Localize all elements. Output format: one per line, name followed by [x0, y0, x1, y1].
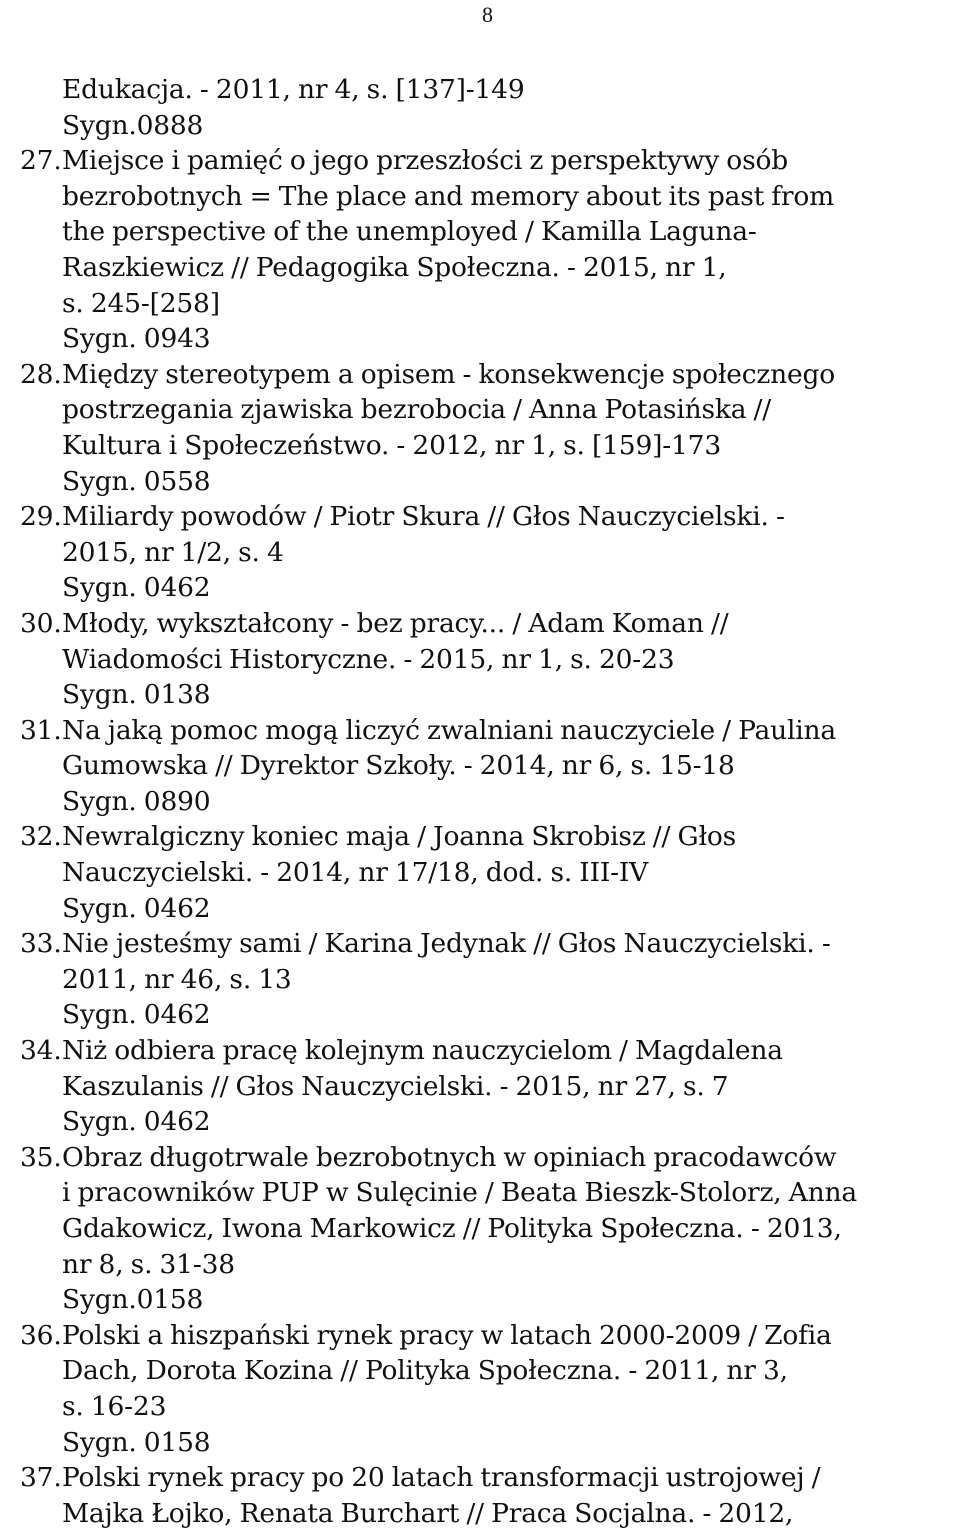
entry-line	[20, 428, 955, 464]
bibliography-entry	[20, 1318, 955, 1460]
entry-text: Sygn.0158	[62, 1284, 204, 1316]
entry-number: 33.	[20, 928, 62, 960]
entry-text: Sygn. 0462	[62, 999, 211, 1031]
entry-line	[20, 72, 955, 108]
entry-number: 34.	[20, 1035, 62, 1067]
page-number: 8	[482, 2, 493, 27]
bibliography-list	[20, 72, 955, 1531]
entry-line	[20, 962, 955, 998]
entry-text: Sygn. 0943	[62, 323, 211, 355]
entry-line	[20, 1496, 955, 1531]
entry-line	[20, 499, 955, 535]
entry-number: 31.	[20, 714, 62, 746]
entry-text: Sygn. 0462	[62, 572, 211, 604]
bibliography-entry	[20, 606, 955, 713]
entry-text: Polski a hiszpański rynek pracy w latach 2000-2009 / Zofia	[62, 1319, 832, 1351]
entry-line	[20, 392, 955, 428]
entry-text: Polski rynek pracy po 20 latach transformacji ustrojowej /	[62, 1462, 821, 1494]
entry-text: Sygn. 0462	[62, 892, 211, 924]
entry-line	[20, 321, 955, 357]
bibliography-entry	[20, 499, 955, 606]
entry-text: Wiadomości Historyczne. - 2015, nr 1, s. 20-23	[62, 643, 675, 675]
entry-text: Gumowska // Dyrektor Szkoły. - 2014, nr 6, s. 15-18	[62, 750, 735, 782]
bibliography-entry	[20, 357, 955, 499]
entry-line	[20, 997, 955, 1033]
entry-line	[20, 926, 955, 962]
entry-line	[20, 1353, 955, 1389]
entry-text: Sygn. 0890	[62, 785, 211, 817]
entry-text: Gdakowicz, Iwona Markowicz // Polityka Społeczna. - 2013,	[62, 1213, 842, 1244]
entry-text: Na jaką pomoc mogą liczyć zwalniani nauczyciele / Paulina	[62, 714, 837, 746]
entry-line	[20, 1211, 955, 1247]
entry-text: bezrobotnych = The place and memory about its past from	[62, 180, 835, 212]
entry-line	[20, 1247, 955, 1283]
entry-text: Sygn. 0138	[62, 679, 211, 711]
entry-text: Dach, Dorota Kozina // Polityka Społeczna. - 2011, nr 3,	[62, 1355, 788, 1387]
entry-line	[20, 1140, 955, 1176]
entry-line	[20, 464, 955, 500]
entry-line	[20, 214, 955, 250]
entry-text: the perspective of the unemployed / Kamilla Laguna-	[62, 216, 757, 248]
entry-line	[20, 570, 955, 606]
bibliography-entry	[20, 713, 955, 820]
entry-text: Majka Łojko, Renata Burchart // Praca Socjalna. - 2012,	[62, 1497, 794, 1529]
bibliography-entry	[20, 143, 955, 357]
entry-text: Między stereotypem a opisem - konsekwencje społecznego	[62, 358, 835, 390]
entry-text: Sygn.0888	[62, 109, 204, 141]
bibliography-entry	[20, 926, 955, 1033]
entry-line	[20, 891, 955, 927]
entry-number: 36.	[20, 1319, 62, 1351]
entry-line	[20, 535, 955, 571]
entry-line	[20, 1318, 955, 1354]
bibliography-entry	[20, 819, 955, 926]
entry-text: nr 8, s. 31-38	[62, 1248, 235, 1280]
entry-number: 27.	[20, 145, 62, 177]
entry-text: Sygn. 0462	[62, 1106, 211, 1138]
bibliography-entry	[20, 1033, 955, 1140]
entry-number: 29.	[20, 501, 62, 533]
entry-line	[20, 677, 955, 713]
entry-number: 28.	[20, 358, 62, 390]
bibliography-entry	[20, 1460, 955, 1531]
entry-text: Kaszulanis // Głos Nauczycielski. - 2015, nr 27, s. 7	[62, 1070, 729, 1102]
entry-line	[20, 1425, 955, 1461]
entry-text: Niż odbiera pracę kolejnym nauczycielom / Magdalena	[62, 1035, 783, 1067]
entry-number: 35.	[20, 1141, 62, 1173]
entry-number: 37.	[20, 1462, 62, 1494]
entry-text: Kultura i Społeczeństwo. - 2012, nr 1, s. [159]-173	[62, 429, 721, 461]
entry-text: Newralgiczny koniec maja / Joanna Skrobisz // Głos	[62, 821, 737, 853]
entry-line	[20, 1460, 955, 1496]
entry-text: s. 16-23	[62, 1390, 167, 1422]
entry-line	[20, 179, 955, 215]
entry-line	[20, 1282, 955, 1318]
entry-text: Sygn. 0558	[62, 465, 211, 497]
entry-text: 2015, nr 1/2, s. 4	[62, 536, 284, 568]
entry-text: Młody, wykształcony - bez pracy... / Adam Koman //	[62, 607, 729, 639]
entry-text: Obraz długotrwale bezrobotnych w opiniach pracodawców	[62, 1141, 837, 1173]
entry-line	[20, 819, 955, 855]
entry-line	[20, 1104, 955, 1140]
entry-line	[20, 713, 955, 749]
entry-line	[20, 784, 955, 820]
entry-line	[20, 1069, 955, 1105]
entry-text: Sygn. 0158	[62, 1426, 211, 1458]
entry-line	[20, 855, 955, 891]
entry-line	[20, 748, 955, 784]
entry-text: Edukacja. - 2011, nr 4, s. [137]-149	[62, 74, 525, 105]
entry-line	[20, 286, 955, 322]
entry-number: 32.	[20, 821, 62, 853]
entry-text: postrzegania zjawiska bezrobocia / Anna Potasińska //	[62, 394, 771, 426]
entry-line	[20, 143, 955, 179]
entry-line	[20, 357, 955, 393]
entry-line	[20, 1033, 955, 1069]
entry-text: Miliardy powodów / Piotr Skura // Głos Nauczycielski. -	[62, 501, 785, 533]
entry-text: Miejsce i pamięć o jego przeszłości z perspektywy osób	[62, 145, 788, 177]
entry-line	[20, 642, 955, 678]
entry-line	[20, 250, 955, 286]
entry-line	[20, 108, 955, 144]
entry-line	[20, 1175, 955, 1211]
entry-text: Nie jesteśmy sami / Karina Jedynak // Głos Nauczycielski. -	[62, 928, 831, 960]
bibliography-entry	[20, 72, 955, 143]
entry-number: 30.	[20, 607, 62, 639]
entry-text: Raszkiewicz // Pedagogika Społeczna. - 2015, nr 1,	[62, 251, 727, 283]
entry-text: s. 245-[258]	[62, 287, 220, 319]
entry-text: 2011, nr 46, s. 13	[62, 963, 292, 995]
entry-text: Nauczycielski. - 2014, nr 17/18, dod. s. III-IV	[62, 857, 649, 889]
bibliography-entry	[20, 1140, 955, 1318]
entry-line	[20, 1389, 955, 1425]
entry-text: i pracowników PUP w Sulęcinie / Beata Bieszk-Stolorz, Anna	[62, 1177, 857, 1209]
entry-line	[20, 606, 955, 642]
